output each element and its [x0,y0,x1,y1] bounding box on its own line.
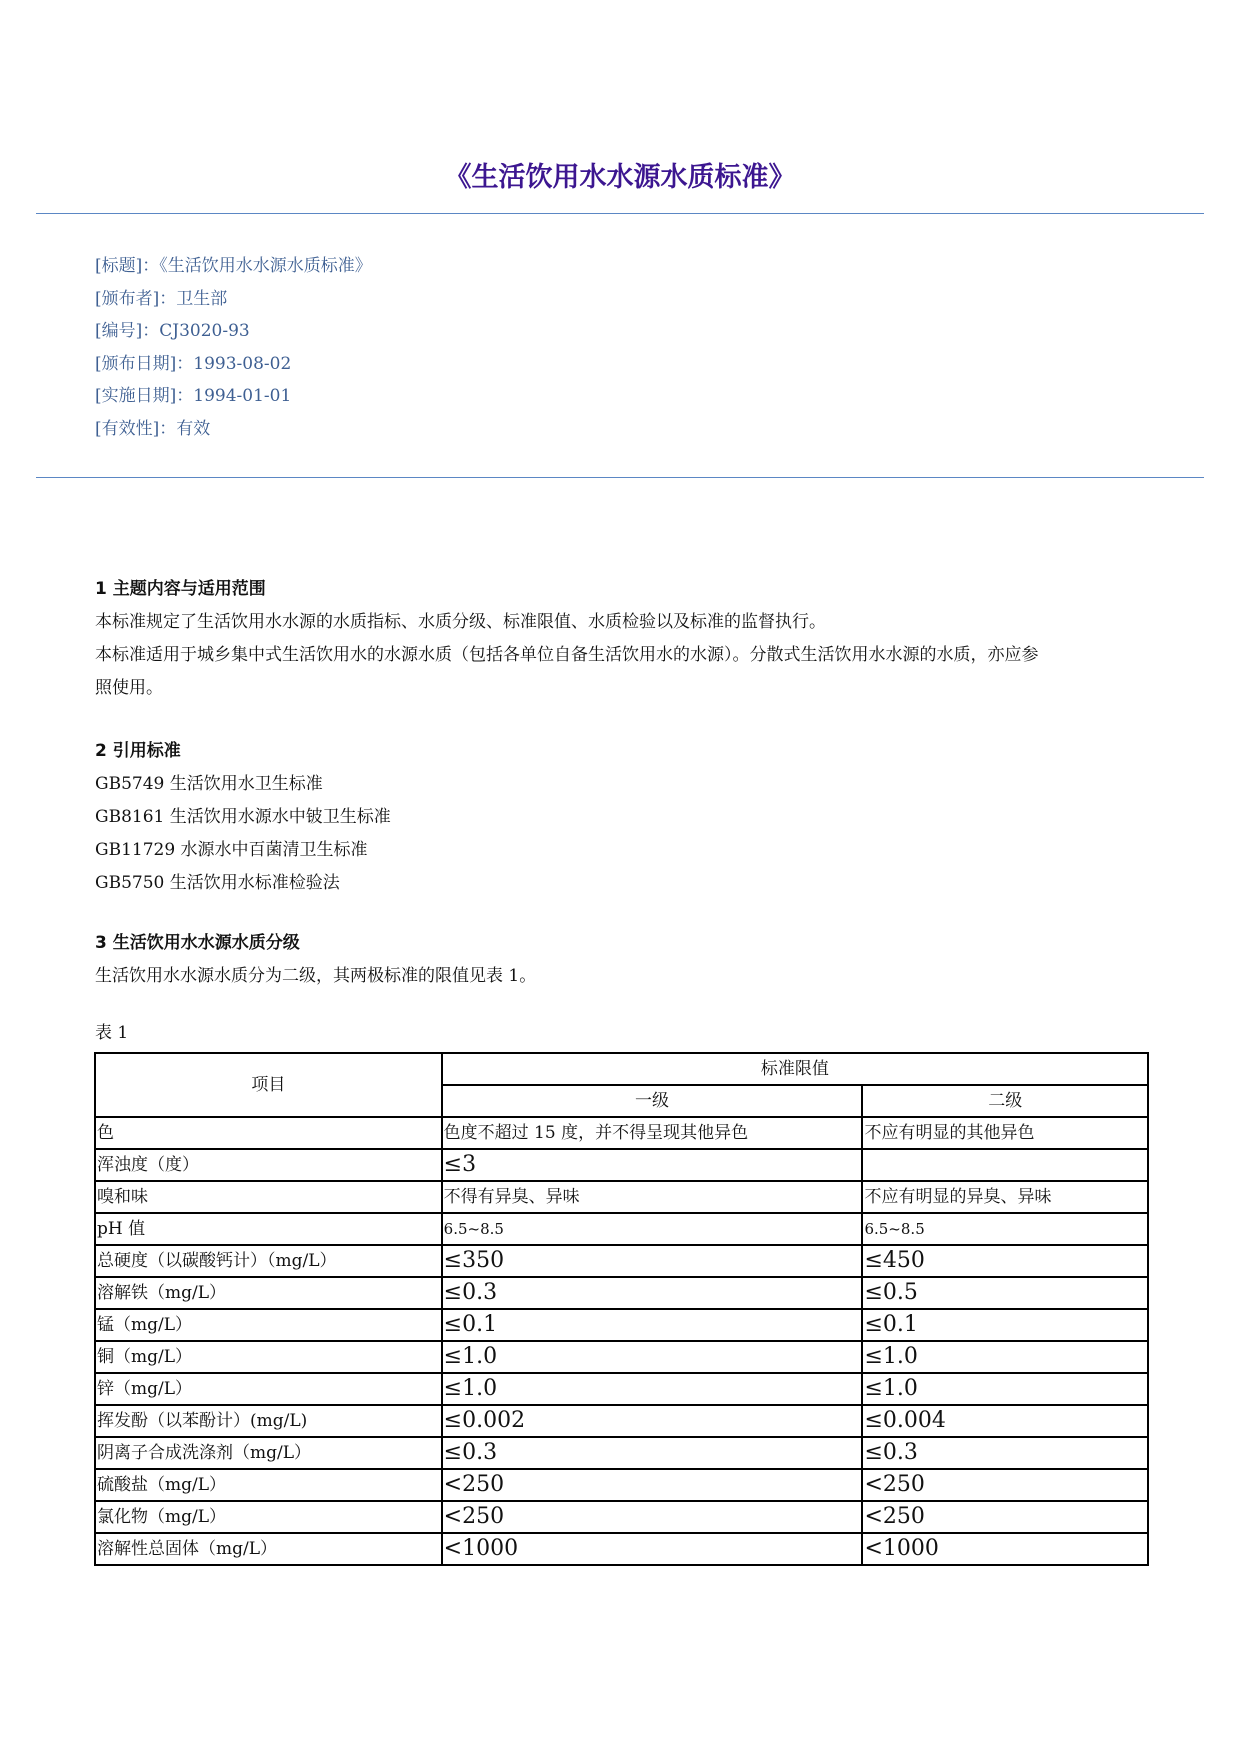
table-caption: 表 1 [95,1023,129,1043]
meta-title: [标题]：《生活饮用水水源水质标准》 [95,256,372,276]
cell-item: 氯化物（mg/L） [95,1501,442,1533]
table-row [95,1373,1148,1405]
cell-grade2: ≤0.5 [862,1277,1148,1309]
cell-grade1: 色度不超过 15 度，并不得呈现其他异色 [442,1117,863,1149]
table-row [95,1213,1148,1245]
paragraph: 生活饮用水水源水质分为二级，其两极标准的限值见表 1。 [95,966,537,986]
table-header-row [95,1053,1148,1085]
table-row [95,1437,1148,1469]
table-row [95,1341,1148,1373]
meta-validity: [有效性]：有效 [95,418,211,439]
reference-item: GB11729 水源水中百菌清卫生标准 [95,840,368,860]
cell-grade2 [862,1149,1148,1181]
cell-item: 锌（mg/L） [95,1373,442,1405]
header-item: 项目 [95,1053,442,1117]
page-title: 《生活饮用水水源水质标准》 [444,162,796,193]
section-references [95,735,1155,900]
cell-grade2: ≤1.0 [862,1341,1148,1373]
paragraph: 本标准规定了生活饮用水水源的水质指标、水质分级、标准限值、水质检验以及标准的监督执行。 [95,612,826,632]
meta-number: [编号]：CJ3020-93 [95,321,250,342]
metadata-divider [36,477,1204,478]
cell-grade1: <1000 [442,1533,863,1565]
meta-effective-date: [实施日期]：1994-01-01 [95,386,292,407]
section-heading: 2 引用标准 [95,741,181,761]
cell-grade2: ≤0.3 [862,1437,1148,1469]
cell-item: 阴离子合成洗涤剂（mg/L） [95,1437,442,1469]
metadata-block [95,250,372,446]
cell-grade1: ≤0.002 [442,1405,863,1437]
cell-grade1: ≤1.0 [442,1341,863,1373]
cell-item: 浑浊度（度） [95,1149,442,1181]
cell-grade2: 不应有明显的其他异色 [862,1117,1148,1149]
table-row [95,1245,1148,1277]
reference-item: GB5749 生活饮用水卫生标准 [95,774,323,794]
table-row [95,1277,1148,1309]
cell-item: 锰（mg/L） [95,1309,442,1341]
cell-item: 嗅和味 [95,1181,442,1213]
header-grade1: 一级 [442,1085,863,1117]
cell-item: 挥发酚（以苯酚计）(mg/L) [95,1405,442,1437]
table-row [95,1117,1148,1149]
cell-grade1: 不得有异臭、异味 [442,1181,863,1213]
cell-item: 溶解铁（mg/L） [95,1277,442,1309]
cell-grade1: <250 [442,1469,863,1501]
water-quality-table [94,1052,1149,1566]
cell-item: 总硬度（以碳酸钙计）（mg/L） [95,1245,442,1277]
cell-item: 硫酸盐（mg/L） [95,1469,442,1501]
paragraph: 本标准适用于城乡集中式生活饮用水的水源水质（包括各单位自备生活饮用水的水源）。分散式生活饮用水水源的水质，亦应参 [95,645,1039,665]
section-heading: 3 生活饮用水水源水质分级 [95,933,300,953]
header-limit: 标准限值 [442,1053,1148,1085]
table-row [95,1533,1148,1565]
table-row [95,1181,1148,1213]
cell-grade2: 6.5~8.5 [862,1213,1148,1245]
cell-grade1: ≤350 [442,1245,863,1277]
cell-grade2: 不应有明显的异臭、异味 [862,1181,1148,1213]
cell-grade2: <250 [862,1501,1148,1533]
cell-item: 溶解性总固体（mg/L） [95,1533,442,1565]
cell-grade1: <250 [442,1501,863,1533]
table-row [95,1469,1148,1501]
paragraph: 照使用。 [95,678,163,698]
cell-grade1: 6.5~8.5 [442,1213,863,1245]
cell-grade1: ≤0.3 [442,1437,863,1469]
section-grading [95,927,1155,993]
cell-item: pH 值 [95,1213,442,1245]
cell-grade2: ≤1.0 [862,1373,1148,1405]
section-heading: 1 主题内容与适用范围 [95,579,266,599]
cell-grade1: ≤3 [442,1149,863,1181]
table-row [95,1149,1148,1181]
cell-grade2: <1000 [862,1533,1148,1565]
table-row [95,1309,1148,1341]
cell-item: 色 [95,1117,442,1149]
meta-publisher: [颁布者]：卫生部 [95,288,228,309]
cell-item: 铜（mg/L） [95,1341,442,1373]
title-divider [36,213,1204,214]
meta-issue-date: [颁布日期]：1993-08-02 [95,353,292,374]
reference-item: GB5750 生活饮用水标准检验法 [95,873,340,893]
table-row [95,1501,1148,1533]
reference-item: GB8161 生活饮用水源水中铍卫生标准 [95,807,391,827]
cell-grade1: ≤0.1 [442,1309,863,1341]
cell-grade2: ≤450 [862,1245,1148,1277]
cell-grade2: ≤0.1 [862,1309,1148,1341]
cell-grade2: <250 [862,1469,1148,1501]
cell-grade2: ≤0.004 [862,1405,1148,1437]
table-row [95,1405,1148,1437]
cell-grade1: ≤0.3 [442,1277,863,1309]
cell-grade1: ≤1.0 [442,1373,863,1405]
header-grade2: 二级 [862,1085,1148,1117]
section-scope [95,573,1155,705]
